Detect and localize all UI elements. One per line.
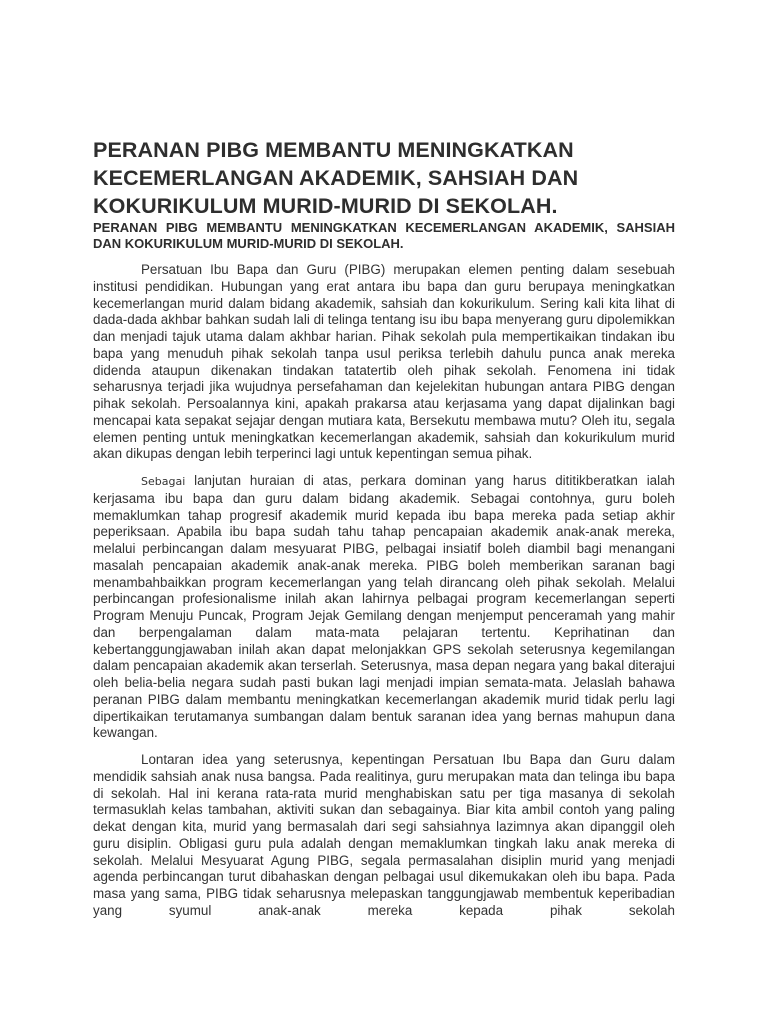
paragraph-3: Lontaran idea yang seterusnya, kepentingan Persatuan Ibu Bapa dan Guru dalam mendidik sahsiah anak nusa bangsa. Pada realitinya, guru merupakan mata dan telinga ibu bapa di sekolah. Hal ini kerana rata-rata murid menghabiskan satu per tiga masanya di sekolah termasuklah kelas tambahan, aktiviti sukan dan sebagainya. Biar kita ambil contoh yang paling dekat dengan kita, murid yang bermasalah dari segi sahsiahnya lazimnya akan dipanggil oleh guru disiplin. Obligasi guru pula adalah dengan memaklumkan tingkah laku anak mereka di sekolah. Melalui Mesyuarat Agung PIBG, segala permasalahan disiplin murid yang menjadi agenda perbincangan turut dibahaskan dengan pelbagai usul dikemukakan oleh ibu bapa. Pada masa yang sama, PIBG tidak seharusnya melepaskan tanggungjawab membentuk keperibadian yang syumul anak-anak mereka kepada pihak sekolah	[93, 752, 675, 918]
document-page	[93, 136, 675, 930]
paragraph-2	[93, 473, 675, 742]
sub-title: PERANAN PIBG MEMBANTU MENINGKATKAN KECEMERLANGAN AKADEMIK, SAHSIAH DAN KOKURIKULUM MURID-MURID DI SEKOLAH.	[93, 220, 675, 251]
paragraph-1: Persatuan Ibu Bapa dan Guru (PIBG) merupakan elemen penting dalam sesebuah institusi pendidikan. Hubungan yang erat antara ibu bapa dan guru berupaya meningkatkan kecemerlangan murid dalam bidang akademik, sahsiah dan kokurikulum. Sering kali kita lihat di dada-dada akhbar bahkan sudah lali di telinga tentang isu ibu bapa menyerang guru dipolemikkan dan menjadi tajuk utama dalam akhbar harian. Pihak sekolah pula mempertikaikan tindakan ibu bapa yang menuduh pihak sekolah tanpa usul periksa terlebih dahulu punca anak mereka didenda ataupun dikenakan tindakan tatatertib oleh pihak sekolah. Fenomena ini tidak seharusnya terjadi jika wujudnya persefahaman dan kejelekitan hubungan antara PIBG dengan pihak sekolah. Persoalannya kini, apakah prakarsa atau kerjasama yang dapat dijalinkan bagi mencapai kata sepakat sejajar dengan mutiara kata, Bersekutu membawa mutu? Oleh itu, segala elemen penting untuk meningkatkan kecemerlangan akademik, sahsiah dan kokurikulum murid akan dikupas dengan lebih terperinci lagi untuk kepentingan semua pihak.	[93, 262, 675, 462]
main-title: PERANAN PIBG MEMBANTU MENINGKATKAN KECEMERLANGAN AKADEMIK, SAHSIAH DAN KOKURIKULUM MURID-MURID DI SEKOLAH.	[93, 138, 579, 218]
paragraph-2-body: lanjutan huraian di atas, perkara dominan yang harus dititikberatkan ialah kerjasama ibu bapa dan guru dalam bidang akademik. Sebagai contohnya, guru boleh memaklumkan tahap progresif akademik murid kepada ibu bapa mereka pada setiap akhir peperiksaan. Apabila ibu bapa sudah tahu tahap pencapaian akademik anak-anak mereka, melalui perbincangan dalam mesyuarat PIBG, pelbagai insiatif boleh diambil bagi menangani masalah pencapaian akademik anak-anak mereka. PIBG boleh memberikan saranan bagi menambahbaikkan program kecemerlangan yang telah dirancang oleh pihak sekolah. Melalui perbincangan profesionalisme inilah akan lahirnya pelbagai program kecemerlangan seperti Program Menuju Puncak, Program Jejak Gemilang dengan menjemput penceramah yang mahir dan berpengalaman dalam mata-mata pelajaran tertentu. Keprihatinan dan kebertanggungjawaban inilah akan dapat melonjakkan GPS sekolah seterusnya kegemilangan dalam pencapaian akademik akan terserlah. Seterusnya, masa depan negara yang bakal diterajui oleh belia-belia negara sudah pasti bukan lagi menjadi impian semata-mata. Jelaslah bahawa peranan PIBG dalam membantu meningkatkan kecemerlangan akademik murid tidak perlu lagi dipertikaikan terutamanya sumbangan dalam bentuk saranan idea yang bernas mahupun dana kewangan.	[93, 473, 675, 741]
paragraph-2-lead-word: Sebagai	[141, 475, 186, 488]
